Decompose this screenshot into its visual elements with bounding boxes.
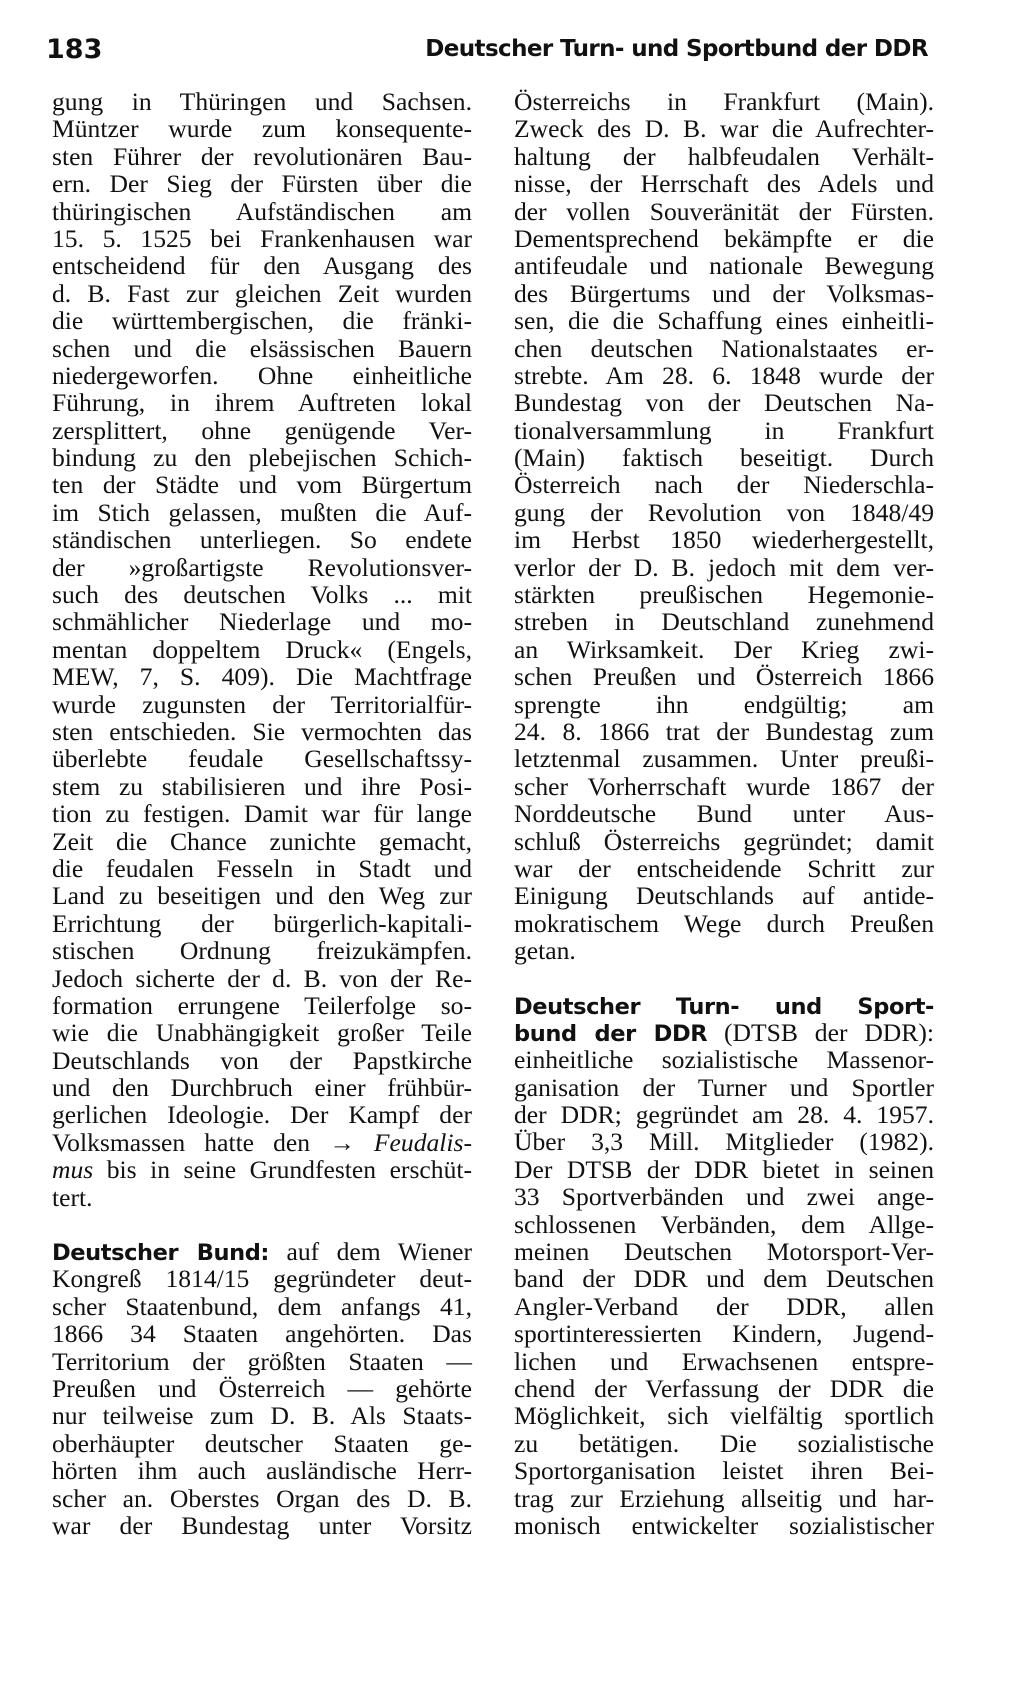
text-line: monisch entwickelter sozialistischer [514, 1510, 934, 1540]
right-column [514, 88, 934, 1539]
text-line: sten entschieden. Sie vermochten das [52, 716, 472, 746]
text-line: sten Führer der revolutionären Bau- [52, 141, 472, 171]
text-line: mokratischem Wege durch Preußen [514, 908, 934, 938]
left-column [52, 88, 472, 1539]
text-line: tion zu festigen. Damit war für lange [52, 799, 472, 829]
text-line: die württembergischen, die fränki- [52, 306, 472, 336]
text-line: schmählicher Niederlage und mo- [52, 607, 472, 637]
text-line: Norddeutsche Bund unter Aus- [514, 799, 934, 829]
text-line: 15. 5. 1525 bei Frankenhausen war [52, 223, 472, 253]
text-line: letztenmal zusammen. Unter preußi- [514, 744, 934, 774]
text-line: der »großartigste Revolutionsver- [52, 552, 472, 582]
text-line: Kongreß 1814/15 gegründeter deut- [52, 1264, 472, 1294]
text-segment: auf dem Wiener [269, 1237, 472, 1267]
text-line: scher Staatenbund, dem anfangs 41, [52, 1291, 472, 1321]
text-line: nur teilweise zum D. B. Als Staats- [52, 1401, 472, 1431]
text-line: 1866 34 Staaten angehörten. Das [52, 1319, 472, 1349]
text-line: und den Durchbruch einer frühbür- [52, 1073, 472, 1103]
text-line: sprengte ihn endgültig; am [514, 689, 934, 719]
text-line: Österreich nach der Niederschla- [514, 470, 934, 500]
text-line: Land zu beseitigen und den Weg zur [52, 881, 472, 911]
text-line: Einigung Deutschlands auf antide- [514, 881, 934, 911]
text-line: d. B. Fast zur gleichen Zeit wurden [52, 278, 472, 308]
entry-headword: bund der DDR [514, 1020, 708, 1047]
text-line: sen, die die Schaffung eines einheitli- [514, 306, 934, 336]
text-line: niedergeworfen. Ohne einheitliche [52, 360, 472, 390]
text-segment: bis in seine Grundfesten erschüt- [93, 1155, 472, 1185]
text-line: hörten ihm auch ausländische Herr- [52, 1456, 472, 1486]
text-line: zu betätigen. Die sozialistische [514, 1428, 934, 1458]
text-line: Angler-Verband der DDR, allen [514, 1291, 934, 1321]
text-segment: Volksmassen hatte den → [52, 1127, 374, 1157]
text-line: gung in Thüringen und Sachsen. [52, 87, 472, 116]
text-line: wie die Unabhängigkeit großer Teile [52, 1018, 472, 1048]
text-line: stischen Ordnung freizukämpfen. [52, 936, 472, 966]
text-line: 24. 8. 1866 trat der Bundestag zum [514, 716, 934, 746]
text-line: scher Vorherrschaft wurde 1867 der [514, 771, 934, 801]
text-line: 33 Sportverbänden und zwei ange- [514, 1182, 934, 1212]
text-line: bindung zu den plebejischen Schich- [52, 443, 472, 473]
text-line: tert. [52, 1182, 93, 1212]
text-line: streben in Deutschland zunehmend [514, 607, 934, 637]
text-line: schluß Österreichs gegründet; damit [514, 826, 934, 856]
text-line: war der entscheidende Schritt zur [514, 853, 934, 883]
text-line: stärkten preußischen Hegemonie- [514, 580, 934, 610]
text-line: gerlichen Ideologie. Der Kampf der [52, 1100, 472, 1130]
text-line: ganisation der Turner und Sportler [514, 1072, 934, 1102]
text-line: chen deutschen Nationalstaates er- [514, 333, 934, 363]
text-line: schen und die elsässischen Bauern [52, 333, 472, 363]
text-line: an Wirksamkeit. Der Krieg zwi- [514, 634, 934, 664]
text-line: getan. [514, 936, 576, 966]
text-line: Österreichs in Frankfurt (Main). [514, 87, 934, 116]
text-line: verlor der D. B. jedoch mit dem ver- [514, 552, 934, 582]
text-line [514, 1019, 934, 1046]
text-line: der vollen Souveränität der Fürsten. [514, 196, 934, 226]
text-line: im Stich gelassen, mußten die Auf- [52, 497, 472, 527]
page-header [46, 34, 928, 74]
text-line: thüringischen Aufständischen am [52, 196, 472, 226]
text-line: lichen und Erwachsenen entspre- [514, 1346, 934, 1376]
text-line: haltung der halbfeudalen Verhält- [514, 141, 934, 171]
text-line: (Main) faktisch beseitigt. Durch [514, 443, 934, 473]
text-line: oberhäupter deutscher Staaten ge- [52, 1428, 472, 1458]
cross-reference: mus [52, 1155, 94, 1185]
text-line: MEW, 7, S. 409). Die Machtfrage [52, 662, 472, 692]
text-line: Zweck des D. B. war die Aufrechter- [514, 114, 934, 144]
text-line: band der DDR und dem Deutschen [514, 1264, 934, 1294]
text-line: sportinteressierten Kindern, Jugend- [514, 1319, 934, 1349]
paragraph-gap [514, 965, 934, 992]
text-segment: (DTSB der DDR): [707, 1017, 934, 1047]
text-line: mentan doppeltem Druck« (Engels, [52, 634, 472, 664]
text-line: des Bürgertums und der Volksmas- [514, 278, 934, 308]
text-line [52, 1156, 472, 1183]
text-line: Über 3,3 Mill. Mitglieder (1982). [514, 1127, 934, 1157]
text-line: zersplittert, ohne genügende Ver- [52, 415, 472, 445]
text-line: schlossenen Verbänden, dem Allge- [514, 1209, 934, 1239]
text-line: überlebte feudale Gesellschaftssy- [52, 744, 472, 774]
entry-headword: Deutscher Turn- und Sport- [514, 993, 934, 1020]
text-line: Müntzer wurde zum konsequente- [52, 114, 472, 144]
text-line: Errichtung der bürgerlich-kapitali- [52, 908, 472, 938]
text-line: ständischen unterliegen. So endete [52, 525, 472, 555]
text-line: nisse, der Herrschaft des Adels und [514, 169, 934, 199]
text-line: Möglichkeit, sich vielfältig sportlich [514, 1401, 934, 1431]
text-line: Dementsprechend bekämpfte er die [514, 223, 934, 253]
text-line: ten der Städte und vom Bürgertum [52, 470, 472, 500]
text-line: schen Preußen und Österreich 1866 [514, 662, 934, 692]
text-line: entscheidend für den Ausgang des [52, 251, 472, 281]
running-title: Deutscher Turn- und Sportbund der DDR [425, 36, 928, 62]
text-line: der DDR; gegründet am 28. 4. 1957. [514, 1100, 934, 1130]
text-line: Deutschlands von der Papstkirche [52, 1045, 472, 1075]
text-line: Jedoch sicherte der d. B. von der Re- [52, 963, 472, 993]
text-line [52, 1238, 472, 1265]
text-line: meinen Deutschen Motorsport-Ver- [514, 1237, 934, 1267]
text-line: im Herbst 1850 wiederhergestellt, [514, 525, 934, 555]
text-line: Zeit die Chance zunichte gemacht, [52, 826, 472, 856]
text-line: strebte. Am 28. 6. 1848 wurde der [514, 360, 934, 390]
paragraph-gap [52, 1211, 472, 1238]
text-line: Der DTSB der DDR bietet in seinen [514, 1154, 934, 1184]
entry-headword: Deutscher Bund: [52, 1240, 270, 1267]
cross-reference: Feudalis- [373, 1127, 472, 1157]
page-number: 183 [46, 34, 103, 65]
text-line [52, 1129, 472, 1156]
text-line: war der Bundestag unter Vorsitz [52, 1510, 472, 1540]
text-line: stem zu stabilisieren und ihre Posi- [52, 771, 472, 801]
text-line: einheitliche sozialistische Massenor- [514, 1045, 934, 1075]
text-line: trag zur Erziehung allseitig und har- [514, 1483, 934, 1513]
text-line: Preußen und Österreich — gehörte [52, 1373, 472, 1403]
text-line: tionalversammlung in Frankfurt [514, 415, 934, 445]
text-line: formation errungene Teilerfolge so- [52, 990, 472, 1020]
text-line: wurde zugunsten der Territorialfür- [52, 689, 472, 719]
text-line: antifeudale und nationale Bewegung [514, 251, 934, 281]
text-line [514, 992, 934, 1019]
text-line: die feudalen Fesseln in Stadt und [52, 853, 472, 883]
text-line: Führung, in ihrem Auftreten lokal [52, 388, 472, 418]
text-line: ern. Der Sieg der Fürsten über die [52, 169, 472, 199]
text-line: gung der Revolution von 1848/49 [514, 497, 934, 527]
text-line: Territorium der größten Staaten — [52, 1346, 472, 1376]
text-line: Sportorganisation leistet ihren Bei- [514, 1456, 934, 1486]
text-line: scher an. Oberstes Organ des D. B. [52, 1483, 472, 1513]
text-line: such des deutschen Volks ... mit [52, 580, 472, 610]
text-line: chend der Verfassung der DDR die [514, 1373, 934, 1403]
text-line: Bundestag von der Deutschen Na- [514, 388, 934, 418]
